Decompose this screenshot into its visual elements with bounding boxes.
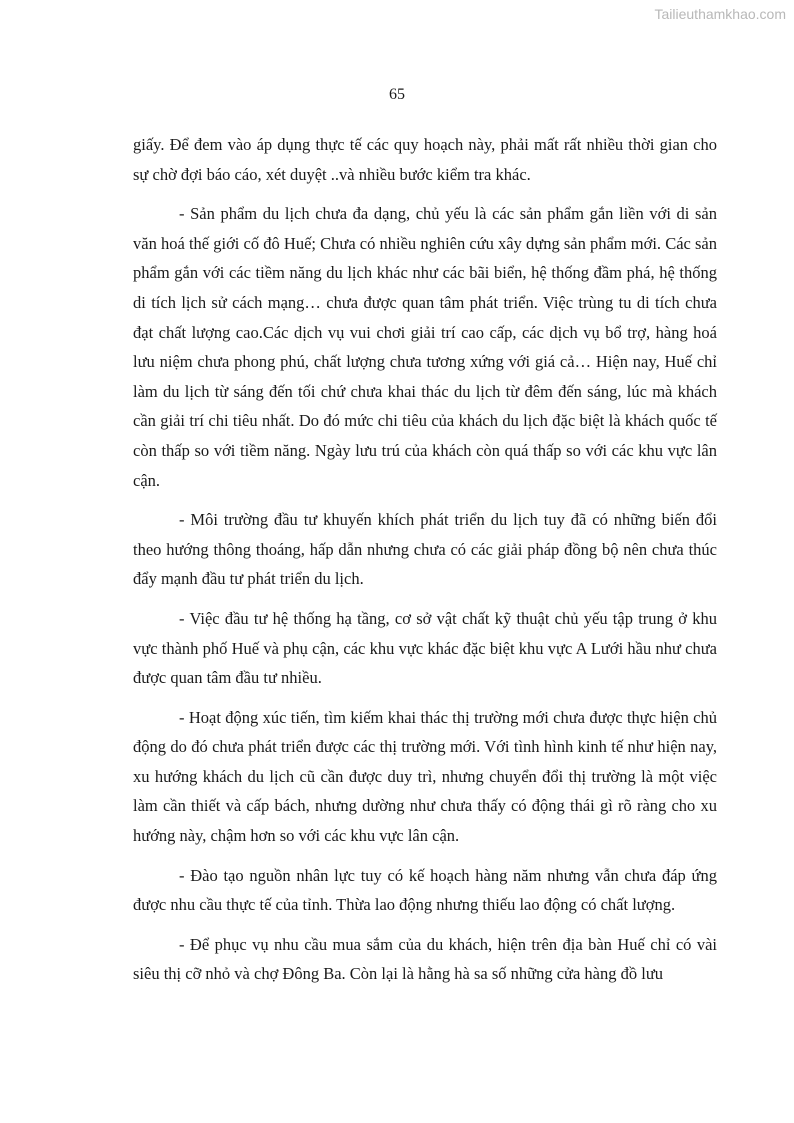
paragraph-continuation: giấy. Để đem vào áp dụng thực tế các quy hoạch này, phải mất rất nhiều thời gian cho sự chờ đợi báo cáo, xét duyệt ..và nhiều bước kiểm tra khác. — [133, 135, 717, 184]
document-body — [133, 130, 717, 999]
paragraph-shopping: - Để phục vụ nhu cầu mua sắm của du khách, hiện trên địa bàn Huế chỉ có vài siêu thị cỡ nhỏ và chợ Đông Ba. Còn lại là hằng hà sa số những cửa hàng đồ lưu — [133, 934, 717, 984]
paragraph-tourism-products: - Sản phẩm du lịch chưa đa dạng, chủ yếu là các sản phẩm gắn liền với di sản văn hoá thế giới cố đô Huế; Chưa có nhiều nghiên cứu xây dựng sản phẩm mới. Các sản phẩm gắn với các tiềm năng du lịch khác như các bãi biển, hệ thống đầm phá, hệ thống di tích lịch sử cách mạng… chưa được quan tâm phát triển. Việc trùng tu di tích chưa đạt chất lượng cao.Các dịch vụ vui chơi giải trí cao cấp, các dịch vụ bổ trợ, hàng hoá lưu niệm chưa phong phú, chất lượng chưa tương xứng với giá cả… Hiện nay, Huế chỉ làm du lịch từ sáng đến tối chứ chưa khai thác du lịch từ đêm đến sáng, lúc mà khách cần giải trí chi tiêu nhất. Do đó mức chi tiêu của khách du lịch đặc biệt là khách quốc tế còn thấp so với tiềm năng. Ngày lưu trú của khách còn quá thấp so với các khu vực lân cận. — [133, 204, 717, 490]
watermark: Tailieuthamkhao.com — [654, 6, 786, 22]
paragraph-market-promotion: - Hoạt động xúc tiến, tìm kiếm khai thác thị trường mới chưa được thực hiện chủ động do đó chưa phát triển được các thị trường mới. Với tình hình kinh tế như hiện nay, xu hướng khách du lịch cũ cần được duy trì, nhưng chuyển đổi thị trường là một việc làm cần thiết và cấp bách, nhưng dường như chưa thấy có động thái gì rõ ràng cho xu hướng này, chậm hơn so với các khu vực lân cận. — [133, 707, 717, 846]
paragraph-investment-environment: - Môi trường đầu tư khuyến khích phát triển du lịch tuy đã có những biến đổi theo hướng thông thoáng, hấp dẫn nhưng chưa có các giải pháp đồng bộ nên chưa thúc đẩy mạnh đầu tư phát triển du lịch. — [133, 510, 717, 589]
paragraph-infrastructure: - Việc đầu tư hệ thống hạ tầng, cơ sở vật chất kỹ thuật chủ yếu tập trung ở khu vực thành phố Huế và phụ cận, các khu vực khác đặc biệt khu vực A Lưới hầu như chưa được quan tâm đầu tư nhiều. — [133, 608, 717, 688]
page-number: 65 — [389, 86, 405, 103]
paragraph-human-resources: - Đào tạo nguồn nhân lực tuy có kế hoạch hàng năm nhưng vẫn chưa đáp ứng được nhu cầu thực tế của tỉnh. Thừa lao động nhưng thiếu lao động có chất lượng. — [133, 865, 717, 915]
